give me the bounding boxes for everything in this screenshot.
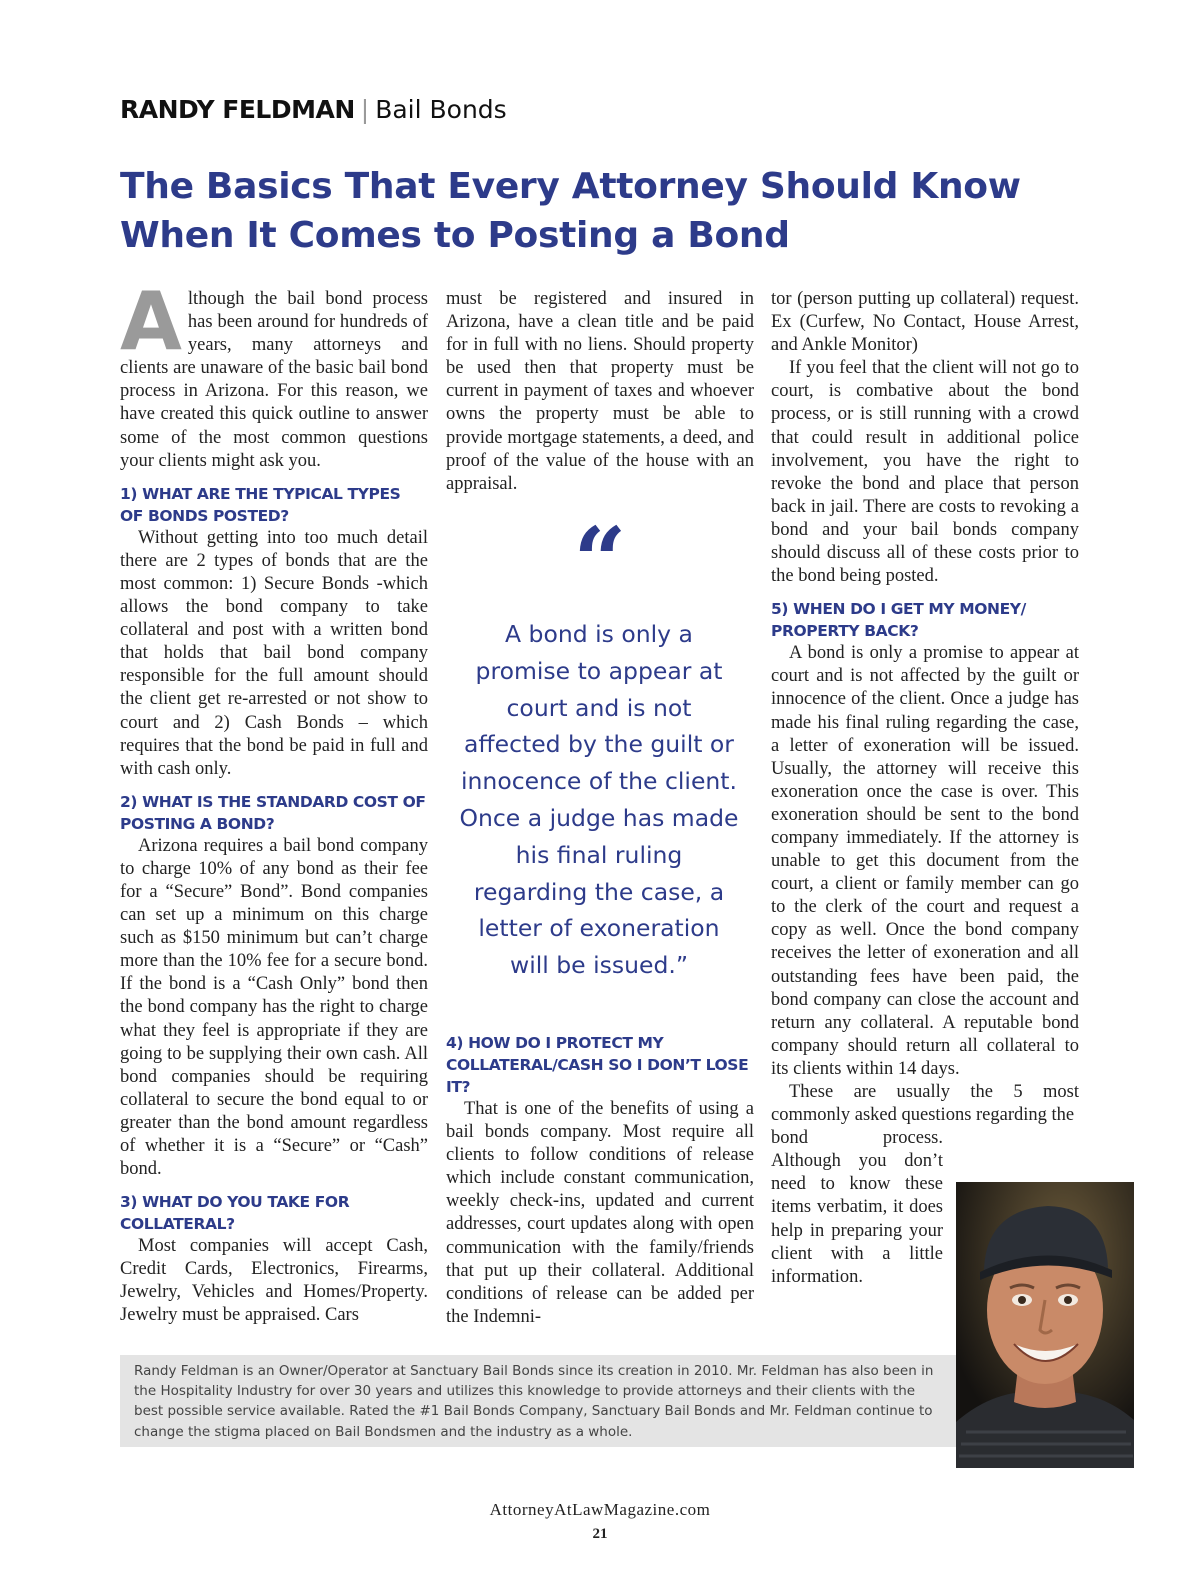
section-heading-q1: 1) WHAT ARE THE TYPICAL TYPES OF BONDS POSTED? [120,484,401,525]
byline-divider: | [360,95,370,124]
closing-paragraph-continued: bond process. Although you don’t need to know these items verbatim, it does help in preparing your client with a little information. [771,1128,943,1287]
section-body-q2: Arizona requires a bail bond company to charge 10% of any bond as their fee for a “Secure” Bond”. Bond companies can set up a minimum on this charge such as $150 minimum but can’t charge more than the 10% fee for a secure bond. If the bond is a “Cash Only” bond then the bond company has the right to charge what they feel is appropriate if they are going to be supplying their own cash. All bond companies should be requiring collateral to secure the bond equal to or greater than the bond amount regardless of whether it is a “Secure” or “Cash” bond. [120,835,428,1180]
author-portrait-image [956,1182,1134,1468]
quote-mark-icon: “ [573,507,627,615]
section-body-q1: Without getting into too much detail there are 2 types of bonds that are the most common: 1) Secure Bonds -which allows the bond company to take collateral and post with a written bond that holds that bail bond company responsible for the full amount should the client get re-arrested or not show to court and 2) Cash Bonds – which requires that the bond be paid in full and with cash only. [120,527,428,779]
section-body-q4-part-2: If you feel that the client will not go to court, is combative about the bond process, or is still running with a crowd that could result in additional police involvement, you have the right to revoke the bond and place that person back in jail. There are costs to revoking a bond and your bail bonds company should discuss all of these costs prior to the bond being posted. [771,358,1079,587]
section-body-q5: A bond is only a promise to appear at court and is not affected by the guilt or innocence of the client. Once a judge has made his final ruling regarding the case, a letter of exoneration will be issued. Usually, the attorney will receive this exoneration once the case is over. This exoneration should be sent to the bond company immediately. If the attorney is unable to get this document from the court, a client or family member can go to the clerk of the court and request a copy as well. Once the bond company receives the letter of exoneration and all outstanding fees have been paid, the bond company can close the account and return any collateral. A reputable bond company should return all collateral to its clients within 14 days. [771,643,1079,1079]
section-body-q4: That is one of the benefits of using a bail bonds company. Most require all clients to follow conditions of release which include constant communication, weekly check-ins, updated and current addresses, court updates along with open communication with the family/friends that put up their collateral. Additional conditions of release can be added per the Indemni- [446,1099,754,1327]
section-heading-q2: 2) WHAT IS THE STANDARD COST OF POSTING A BOND? [120,792,426,833]
author-bio-text: Randy Feldman is an Owner/Operator at Sanctuary Bail Bonds since its creation in 2010. Mr. Feldman has also been in the Hospitality Industry for over 30 years and utilizes this knowledge to provide attorneys and their clients with the best possible service available. Rated the #1 Bail Bonds Company, Sanctuary Bail Bonds and Mr. Feldman continue to change the stigma placed on Bail Bondsmen and the industry as a whole. [134,1363,934,1440]
article-column-2 [446,288,754,496]
article-column-3 [771,288,1079,1289]
author-photo [956,1182,1134,1468]
article-column-1 [120,275,428,1328]
section-body-q3-continued: must be registered and insured in Arizona, have a clean title and be paid for in full with no liens. Should property be used then that property must be current in payment of taxes and whoever owns the property must be able to provide mortgage statements, a deed, and proof of the value of the house with an appraisal. [446,289,754,494]
byline [120,95,507,124]
page-number: 21 [592,1526,608,1542]
footer-website: AttorneyAtLawMagazine.com [489,1500,711,1519]
intro-text: lthough the bail bond process has been around for hundreds of years, many attorneys and clients are unaware of the basic bail bond process in Arizona. For this reason, we have created this quick outline to answer some of the most common questions your clients might ask you. [120,289,428,471]
intro-paragraph [120,275,428,473]
section-body-q4-continued: tor (person putting up collateral) request. Ex (Curfew, No Contact, House Arrest, and Ankle Monitor) [771,289,1079,356]
pull-quote: A bond is only a promise to appear at court and is not affected by the guilt or innocence of the client. Once a judge has made his final ruling regarding the case, a letter of exoneration will be issued.” [459,620,739,980]
drop-cap: A [120,275,182,368]
author-bio [120,1355,956,1447]
section-heading-q4: 4) HOW DO I PROTECT MY COLLATERAL/CASH SO I DON’T LOSE IT? [446,1034,749,1096]
section-heading-q3: 3) WHAT DO YOU TAKE FOR COLLATERAL? [120,1193,350,1234]
article-column-2-lower [446,1032,754,1329]
article-title: The Basics That Every Attorney Should Know When It Comes to Posting a Bond [120,166,1021,256]
section-heading-q5: 5) WHEN DO I GET MY MONEY/ PROPERTY BACK? [771,600,1026,641]
section-body-q3: Most companies will accept Cash, Credit Cards, Electronics, Firearms, Jewelry, Vehicles and Homes/Property. Jewelry must be appraised. Cars [120,1236,428,1326]
section-name: Bail Bonds [375,95,507,124]
closing-paragraph: These are usually the 5 most commonly asked questions regarding the [771,1082,1079,1126]
author-name: RANDY FELDMAN [120,95,355,124]
